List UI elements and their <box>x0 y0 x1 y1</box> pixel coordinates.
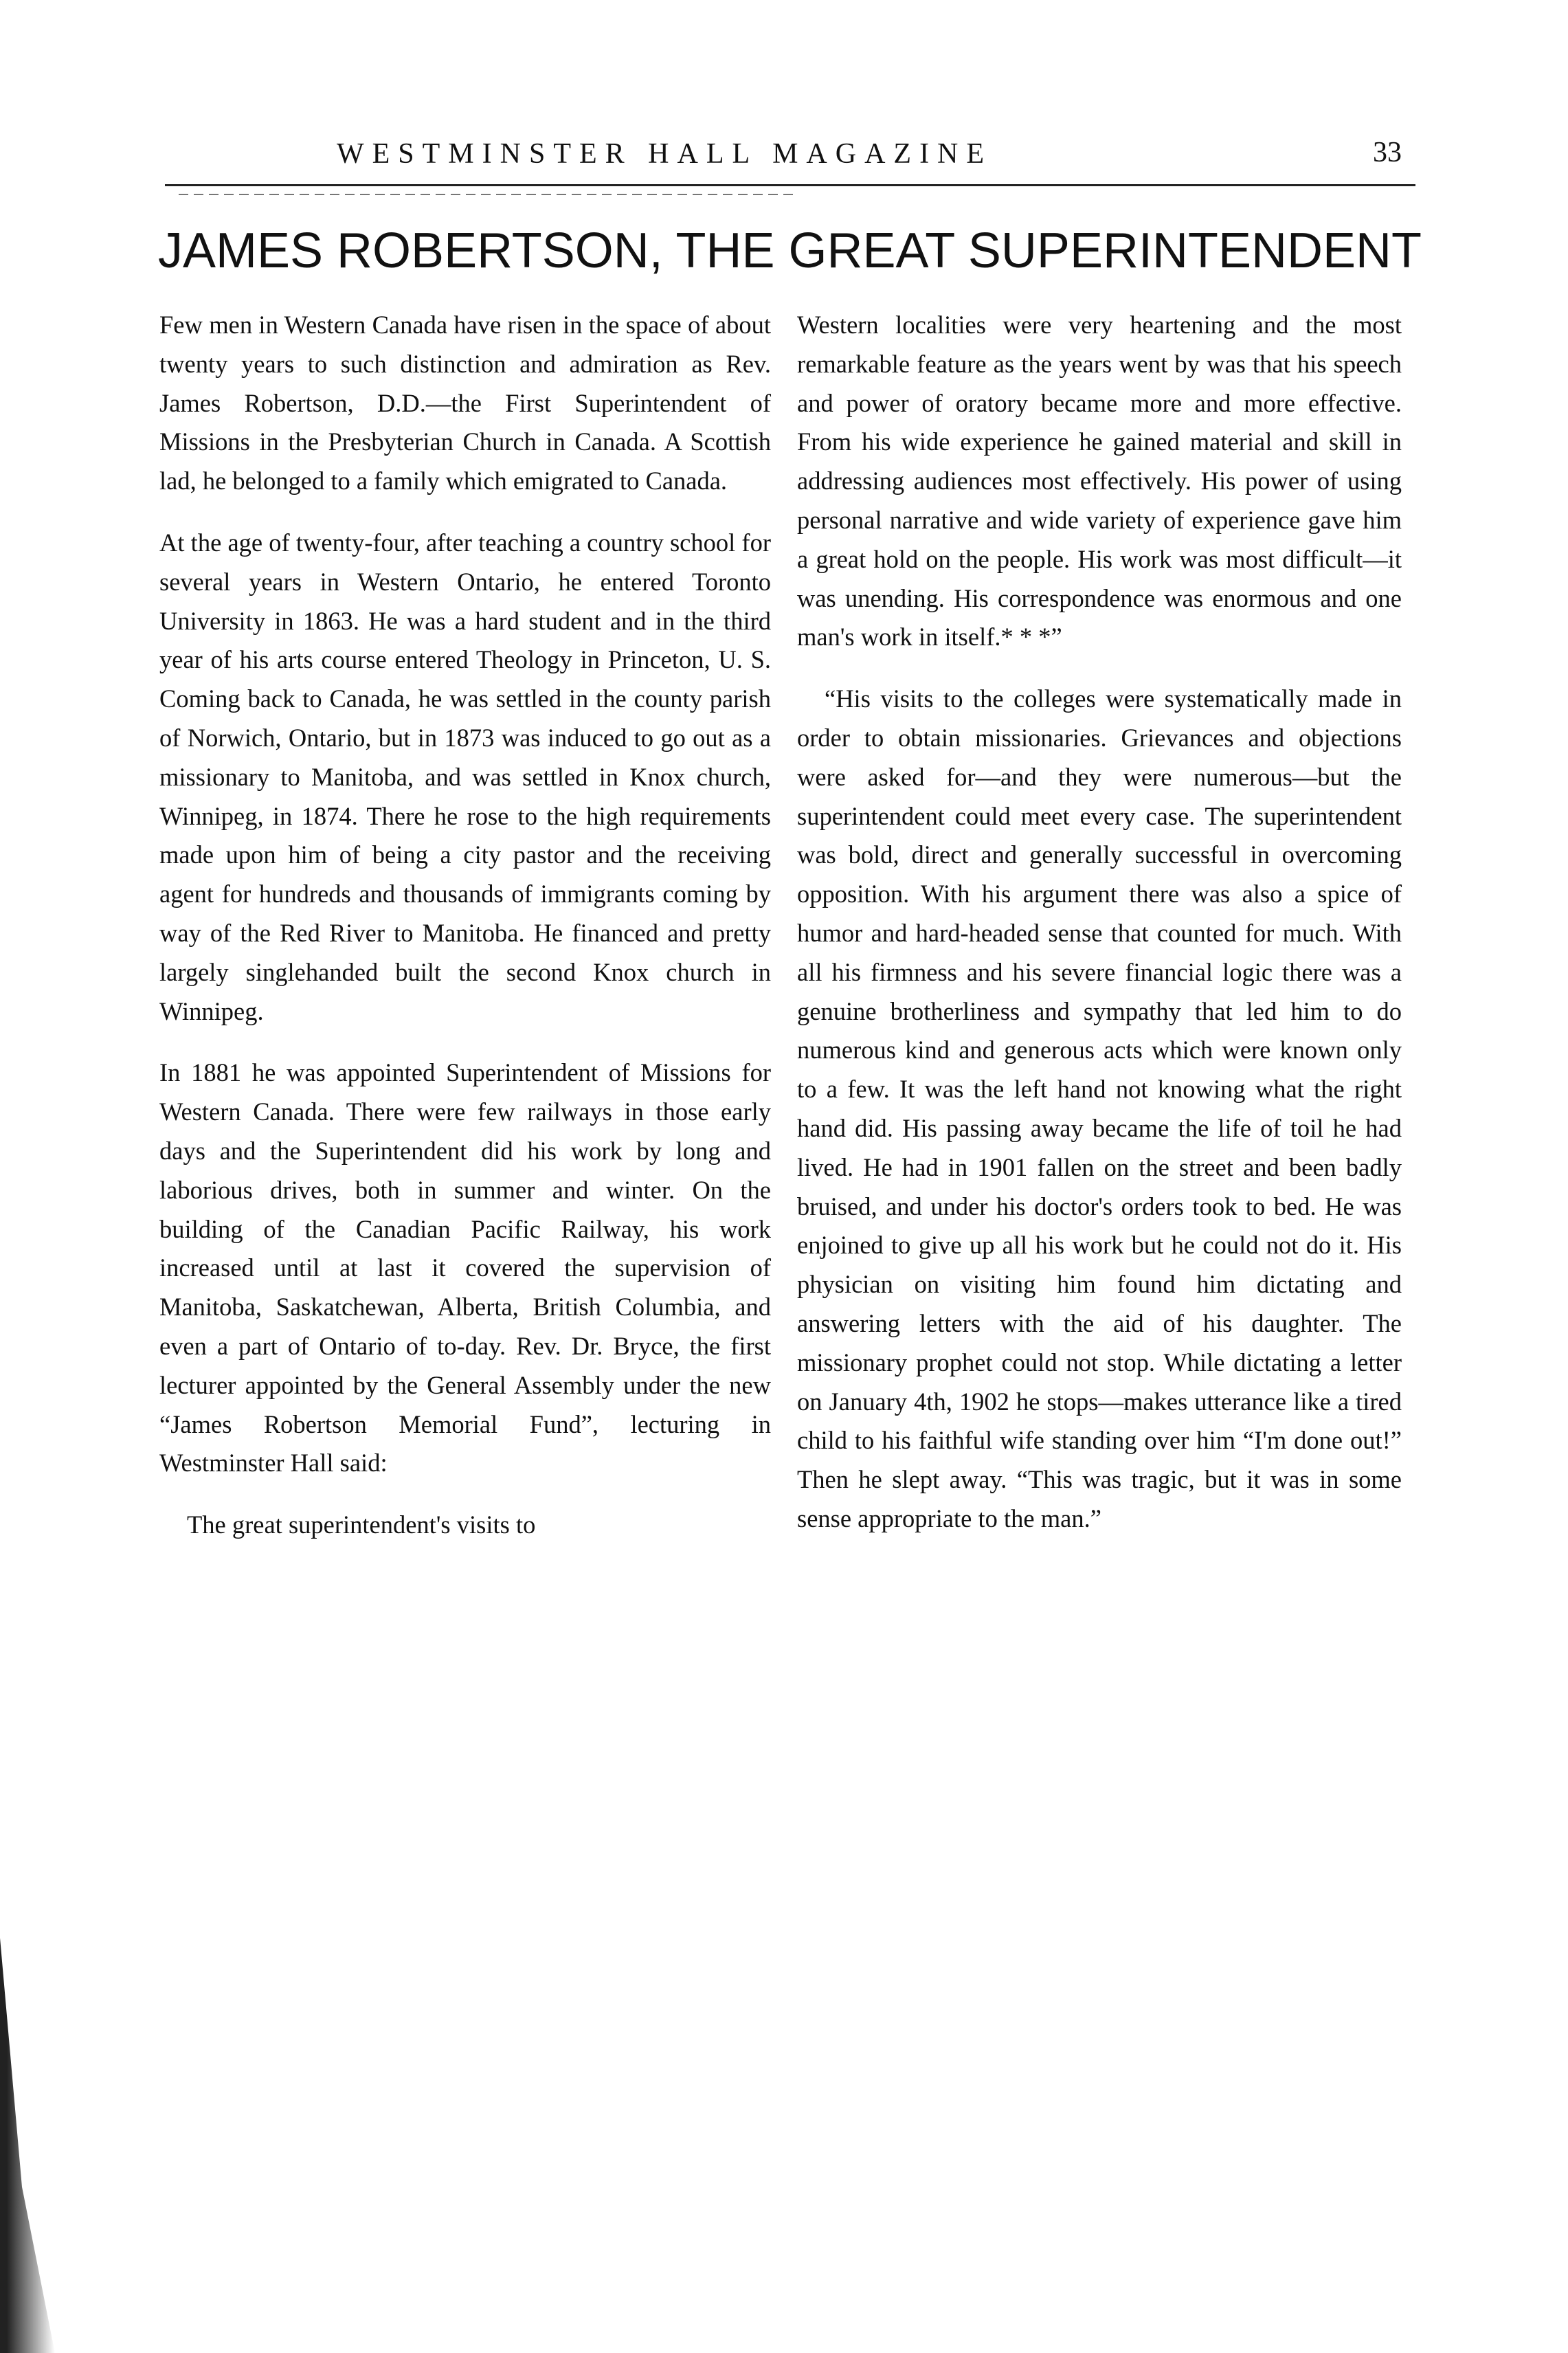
article-title: JAMES ROBERTSON, THE GREAT SUPERINTENDENT <box>158 223 1422 278</box>
page-number: 33 <box>1373 137 1402 168</box>
binding-edge-shadow <box>0 1938 55 2353</box>
running-header <box>165 124 1402 179</box>
header-rule-shadow <box>179 194 797 195</box>
right-column <box>797 306 1402 1561</box>
left-paragraph-4: The great superintendent's visits to <box>187 1510 536 1539</box>
header-rule <box>165 184 1415 186</box>
right-paragraph-1: Western localities were very heartening and the most remarkable feature as the years went by was that his speech and power of oratory became more and more effective. From his wide experience he gained material and skill in addressing audiences most effectively. His power of using personal narrative and wide variety of experience gave him a great hold on the people. His work was most difficult—it was unending. His correspondence was enormous and one man's work in itself.* * *” <box>797 311 1402 651</box>
right-paragraph-2: “His visits to the colleges were systematically made in order to obtain missionaries. Grievances and objections were asked for—and they were numerous—but the superintendent could meet every case. The superintendent was bold, direct and generally successful in overcoming opposition. With his argument there was also a spice of humor and hard-headed sense that counted for much. With all his firmness and his severe financial logic there was a genuine brotherliness and sympathy that led him to do numerous kind and generous acts which were known only to a few. It was the left hand not knowing what the right hand did. His passing away became the life of toil he had lived. He had in 1901 fallen on the street and been badly bruised, and under his doctor's orders took to bed. He was enjoined to give up all his work but he could not do it. His physician on visiting him found him dictating and answering letters with the aid of his daughter. The missionary prophet could not stop. While dictating a letter on January 4th, 1902 he stops—makes utterance like a tired child to his faithful wife standing over him “I'm done out!” Then he slept away. “This was tragic, but it was in some sense appropriate to the man.” <box>797 684 1402 1532</box>
left-column <box>159 306 771 1568</box>
left-paragraph-1: Few men in Western Canada have risen in the space of about twenty years to such distinction and admiration as Rev. James Robertson, D.D.—the First Superintendent of Missions in the Presbyterian Church in Canada. A Scottish lad, he belonged to a family which emigrated to Canada. <box>159 311 771 495</box>
left-paragraph-2: At the age of twenty-four, after teaching a country school for several years in Western Ontario, he entered Toronto University in 1863. He was a hard student and in the third year of his arts course entered Theology in Princeton, U. S. Coming back to Canada, he was settled in the county parish of Norwich, Ontario, but in 1873 was induced to go out as a missionary to Manitoba, and was settled in Knox church, Winnipeg, in 1874. There he rose to the high requirements made upon him of being a city pastor and the receiving agent for hundreds and thousands of immigrants coming by way of the Red River to Manitoba. He financed and pretty largely singlehanded built the second Knox church in Winnipeg. <box>159 528 771 1025</box>
left-paragraph-3: In 1881 he was appointed Superintendent of Missions for Western Canada. There were few railways in those early days and the Superintendent did his work by long and laborious drives, both in summer and winter. On the building of the Canadian Pacific Railway, his work increased until at last it covered the supervision of Manitoba, Saskatchewan, Alberta, British Columbia, and even a part of Ontario of to-day. Rev. Dr. Bryce, the first lecturer appointed by the General Assembly under the new “James Robertson Memorial Fund”, lecturing in Westminster Hall said: <box>159 1058 771 1477</box>
running-title: WESTMINSTER HALL MAGAZINE <box>337 138 993 170</box>
